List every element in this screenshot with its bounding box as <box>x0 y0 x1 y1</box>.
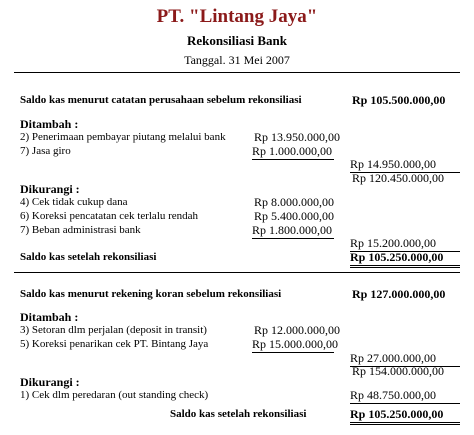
company-subtotal: Rp 120.450.000,00 <box>352 171 445 185</box>
company-addition-item-amount: Rp 13.950.000,00 <box>254 130 341 144</box>
company-deduction-item-label: 7) Beban administrasi bank <box>20 224 141 236</box>
report-title: Rekonsiliasi Bank <box>186 33 288 48</box>
company-name: PT. "Lintang Jaya" <box>156 6 318 27</box>
bank-addition-item-label: 5) Koreksi penarikan cek PT. Bintang Jaya <box>20 338 209 350</box>
company-deductions-total: Rp 15.200.000,00 <box>350 236 460 252</box>
company-balance-amount: Rp 105.500.000,00 <box>352 93 446 107</box>
report-date: Tanggal. 31 Mei 2007 <box>184 53 290 67</box>
company-deduction-item-amount: Rp 5.400.000,00 <box>254 209 335 223</box>
bank-addition-item-amount: Rp 15.000.000,00 <box>252 337 339 351</box>
bank-deduction-item-label: 1) Cek dlm peredaran (out standing check) <box>20 389 209 401</box>
bank-addition-item-label: 3) Setoran dlm perjalan (deposit in transit) <box>20 324 207 336</box>
bank-deductions-total: Rp 48.750.000,00 <box>350 388 460 404</box>
company-additions-total: Rp 14.950.000,00 <box>350 157 460 173</box>
header-divider <box>14 72 460 73</box>
bank-balance-amount: Rp 127.000.000,00 <box>352 287 446 301</box>
company-deduction-item-amount: Rp 1.800.000,00 <box>252 223 333 237</box>
company-final-amount: Rp 105.250.000,00 <box>350 250 460 268</box>
company-addition-item-amount: Rp 1.000.000,00 <box>252 144 333 158</box>
bank-addition-item-amount: Rp 12.000.000,00 <box>254 323 341 337</box>
company-final-label: Saldo kas setelah rekonsiliasi <box>20 251 157 263</box>
company-balance-heading: Saldo kas menurut catatan perusahaan sebelum rekonsiliasi <box>20 94 302 106</box>
company-addition-item-label: 7) Jasa giro <box>20 145 71 157</box>
company-deductions-label: Dikurangi : <box>20 182 80 196</box>
section-divider <box>14 272 460 273</box>
company-deduction-item-amount: Rp 8.000.000,00 <box>254 195 335 209</box>
company-deduction-item-label: 6) Koreksi pencatatan cek terlalu rendah <box>20 210 199 222</box>
bank-final-label: Saldo kas setelah rekonsiliasi <box>170 408 307 420</box>
company-additions-label: Ditambah : <box>20 117 79 131</box>
bank-additions-label: Ditambah : <box>20 310 79 324</box>
bank-final-amount: Rp 105.250.000,00 <box>350 407 460 425</box>
bank-deductions-label: Dikurangi : <box>20 375 80 389</box>
company-addition-item-label: 2) Penerimaan pembayar piutang melalui bank <box>20 131 226 143</box>
bank-balance-heading: Saldo kas menurut rekening koran sebelum rekonsiliasi <box>20 288 282 300</box>
bank-additions-total: Rp 27.000.000,00 <box>350 351 460 367</box>
company-deduction-item-label: 4) Cek tidak cukup dana <box>20 196 128 208</box>
bank-subtotal: Rp 154.000.000,00 <box>352 364 445 378</box>
